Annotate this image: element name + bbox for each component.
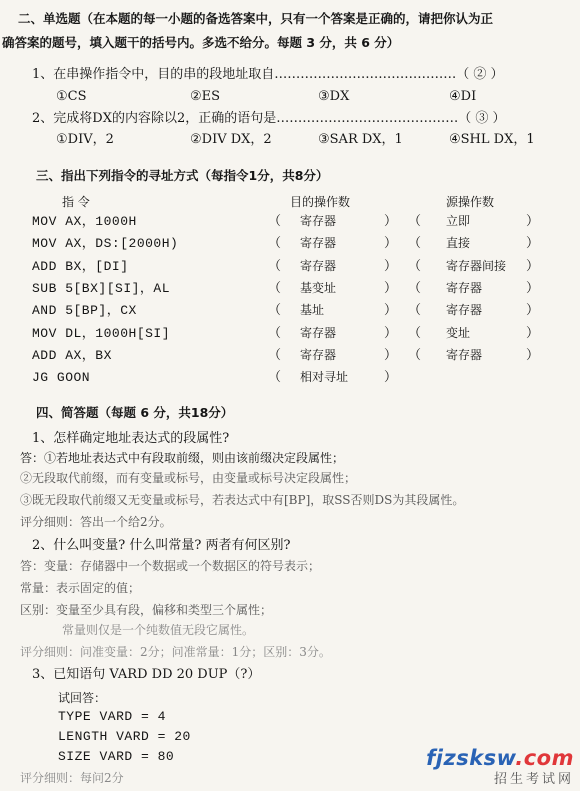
s4-q2-question: 2、什么叫变量? 什么叫常量? 两者有何区别? [32, 538, 291, 553]
instruction-cell: MOV AX，DS:[2000H) [32, 236, 179, 252]
section-4-title: 四、简答题（每题 6 分，共18分） [36, 405, 234, 420]
bracket-open: （ [268, 280, 282, 296]
s4-q3-scoring: 评分细则：每问2分 [20, 771, 124, 785]
s4-q1-answer-line: ②无段取代前缀，而有变量或标号，由变量或标号决定段属性； [20, 471, 357, 485]
bracket-close: ） [384, 214, 398, 229]
dest-operand-cell: 寄存器 [300, 347, 337, 362]
watermark-subtitle: 招生考试网 [493, 772, 574, 787]
section-2-title: 二、单选题（在本题的每一小题的备选答案中，只有一个答案是正确的，请把你认为正 [18, 11, 494, 26]
src-operand-cell: 寄存器 [446, 280, 483, 295]
bracket-open: （ [268, 236, 282, 252]
watermark-logo: fjzsksw.com [426, 746, 574, 770]
dest-operand-cell: 寄存器 [300, 258, 337, 273]
bracket-close: ） [384, 303, 398, 319]
bracket-close: ） [526, 280, 540, 296]
bracket-open: （ [408, 280, 422, 296]
s4-q1-scoring: 评分细则：答出一个给2分。 [20, 515, 172, 529]
q2-stem: 2、完成将DX的内容除以2，正确的语句是……………………………………（ ③ ） [32, 111, 506, 126]
bracket-open: （ [268, 303, 282, 319]
src-operand-cell: 寄存器间接 [446, 258, 507, 273]
s4-q2-answer-line: 区别：变量至少具有段，偏移和类型三个属性； [20, 603, 273, 617]
bracket-open: （ [408, 347, 422, 363]
dest-operand-cell: 寄存器 [300, 236, 337, 251]
bracket-close: ） [526, 325, 540, 341]
instruction-cell: ADD AX，BX [32, 347, 112, 363]
bracket-close: ） [384, 347, 398, 363]
q2-option-3: ③SAR DX，1 [318, 132, 403, 147]
s4-q2-answer-line: 常量则仅是一个纯数值无段它属性。 [62, 623, 255, 637]
q1-option-3: ③DX [318, 89, 350, 104]
s4-q3-size: SIZE VARD = 80 [58, 749, 175, 764]
s4-q3-length: LENGTH VARD = 20 [58, 729, 191, 744]
bracket-open: （ [408, 303, 422, 319]
bracket-close: ） [384, 258, 398, 274]
s4-q1-answer-line: ③既无段取代前缀又无变量或标号，若表达式中有[BP]，取SS否则DS为其段属性。 [20, 493, 465, 507]
src-operand-cell: 寄存器 [446, 303, 483, 318]
bracket-open: （ [268, 258, 282, 274]
bracket-open: （ [408, 258, 422, 274]
instruction-cell: SUB 5[BX][SI]，AL [32, 280, 171, 296]
bracket-open: （ [268, 325, 282, 341]
s4-q2-answer-line: 常量：表示固定的值； [20, 581, 141, 595]
instruction-cell: ADD BX，[DI] [32, 258, 129, 274]
bracket-open: （ [268, 370, 282, 386]
bracket-open: （ [408, 325, 422, 341]
bracket-close: ） [384, 370, 398, 386]
bracket-close: ） [526, 214, 540, 229]
bracket-open: （ [408, 214, 422, 229]
bracket-close: ） [384, 236, 398, 252]
s4-q3-type: TYPE VARD = 4 [58, 709, 166, 724]
site-watermark [426, 746, 574, 787]
header-src-operand: 源操作数 [446, 195, 495, 209]
section-3-title: 三、指出下列指令的寻址方式（每指令1分，共8分） [36, 168, 329, 183]
q2-option-1: ①DIV，2 [56, 132, 114, 147]
s4-q3-answer-line: 试回答： [58, 691, 107, 705]
q2-option-4: ④SHL DX，1 [449, 132, 535, 147]
src-operand-cell: 寄存器 [446, 347, 483, 362]
s4-q1-question: 1、怎样确定地址表达式的段属性? [32, 431, 230, 446]
q2-option-2: ②DIV DX，2 [190, 132, 272, 147]
dest-operand-cell: 基址 [300, 303, 325, 318]
q1-option-4: ④DI [449, 89, 477, 104]
src-operand-cell: 变址 [446, 325, 471, 340]
instruction-cell: MOV AX，1000H [32, 214, 137, 229]
s4-q2-answer-line: 答：变量：存储器中一个数据或一个数据区的符号表示； [20, 559, 321, 573]
dest-operand-cell: 寄存器 [300, 325, 337, 340]
instruction-cell: AND 5[BP]，CX [32, 303, 137, 319]
bracket-close: ） [384, 325, 398, 341]
instruction-cell: MOV DL，1000H[SI] [32, 325, 171, 341]
header-dest-operand: 目的操作数 [290, 195, 351, 209]
q1-stem: 1、在串操作指令中，目的串的段地址取自……………………………………（ ② ） [32, 67, 504, 82]
bracket-close: ） [526, 303, 540, 319]
bracket-open: （ [268, 214, 282, 229]
src-operand-cell: 直接 [446, 236, 471, 251]
src-operand-cell: 立即 [446, 214, 471, 228]
dest-operand-cell: 相对寻址 [300, 370, 349, 385]
section-2-title-cont: 确答案的题号，填入题干的括号内。多选不给分。每题 3 分，共 6 分） [2, 35, 400, 50]
header-instruction: 指 令 [62, 195, 90, 209]
s4-q2-scoring: 评分细则：问准变量：2分；问准常量：1分；区别：3分。 [20, 645, 331, 659]
dest-operand-cell: 基变址 [300, 280, 337, 295]
dest-operand-cell: 寄存器 [300, 214, 337, 228]
bracket-close: ） [526, 347, 540, 363]
bracket-open: （ [408, 236, 422, 252]
q1-option-2: ②ES [190, 89, 221, 104]
bracket-close: ） [526, 258, 540, 274]
instruction-cell: JG GOON [32, 370, 91, 386]
s4-q3-question: 3、已知语句 VARD DD 20 DUP（?） [32, 667, 261, 682]
bracket-close: ） [384, 280, 398, 296]
bracket-close: ） [526, 236, 540, 252]
bracket-open: （ [268, 347, 282, 363]
s4-q1-answer-line: 答：①若地址表达式中有段取前缀，则由该前缀决定段属性； [20, 451, 345, 465]
q1-option-1: ①CS [56, 89, 87, 104]
